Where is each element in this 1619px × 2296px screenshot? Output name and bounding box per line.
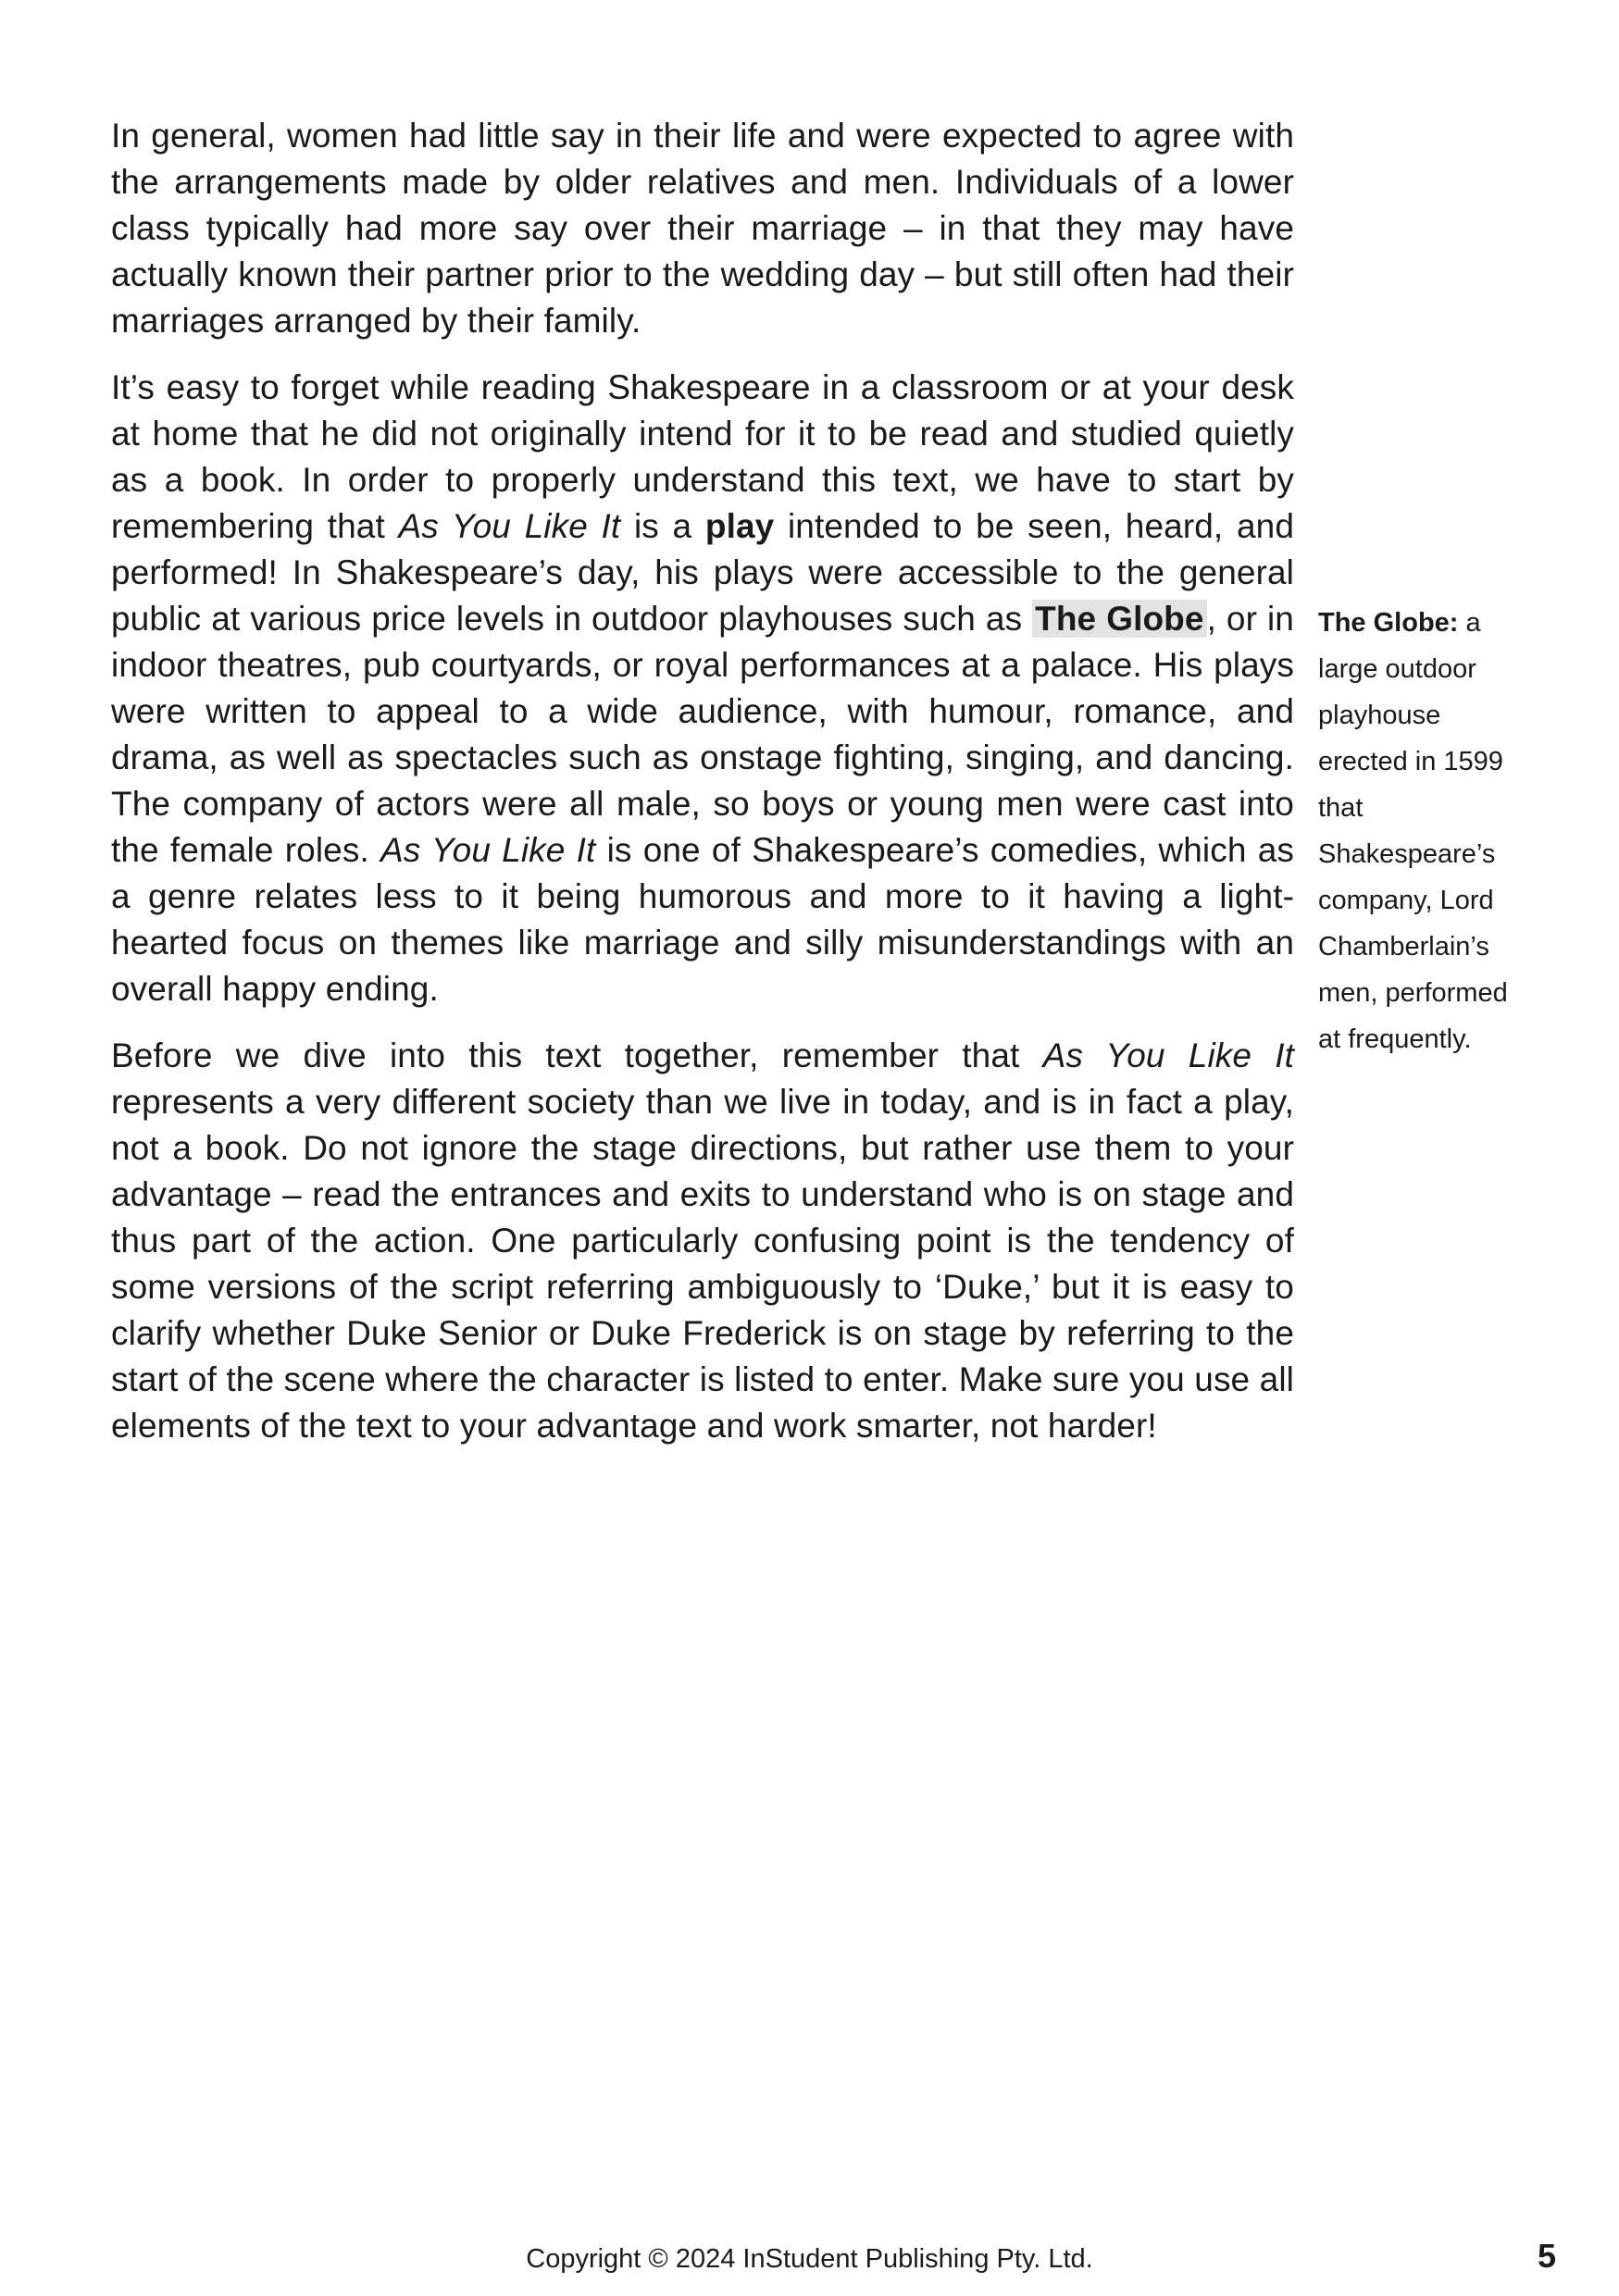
main-text-column [111,113,1294,1470]
page-number: 5 [1537,2237,1556,2275]
sidenote-term: The Globe: [1318,608,1459,638]
footer-copyright: Copyright © 2024 InStudent Publishing Pty. Ltd. [526,2244,1093,2274]
paragraph-3-text-b: represents a very different society than we live in today, and is in fact a play, not a book. Do not ignore the stage directions, but rather use them to your advantage – read the entrances and exits to understand who is on stage and thus part of the action. One particularly confusing point is the tendency of some versions of the script referring ambiguously to ‘Duke,’ but it is easy to clarify whether Duke Senior or Duke Frederick is on stage by referring to the start of the scene where the character is listed to enter. Make sure you use all elements of the text to your advantage and work smarter, not harder! [111,1083,1294,1445]
play-title-italic: As You Like It [398,507,621,545]
paragraph-3-text-a: Before we dive into this text together, remember that [111,1036,1043,1074]
paragraph-1-text: In general, women had little say in their life and were expected to agree with the arrangements made by older relatives and men. Individuals of a lower class typically had more say over their marriage – in that they may have actually known their partner prior to the wedding day – but still often had their marriages arranged by their family. [111,117,1294,340]
glossary-term-the-globe: The Globe [1032,600,1206,638]
paragraph-2-text-a: It’s easy to forget while reading Shakespeare in a classroom or at your desk at home that he did not originally intend for it to be read and studied quietly as a book. In order to properly understand this text, we have to start by remembering that [111,368,1294,545]
paragraph-1 [111,113,1294,344]
play-title-italic: As You Like It [380,831,596,869]
paragraph-2-text-e: is one of Shakespeare’s comedies, which as a genre relates less to it being humorous and more to it having a light-hearted focus on themes like marriage and silly misunderstandings with an overall happy ending. [111,831,1294,1008]
play-bold-term: play [704,507,775,545]
paragraph-2 [111,365,1294,1012]
play-title-italic: As You Like It [1042,1036,1295,1074]
paragraph-2-text-b: is a [620,507,705,545]
paragraph-2-text-c: intended to be seen, heard, and performed! In Shakespeare’s day, his plays were accessible to the general public at various price levels in outdoor playhouses such as [111,507,1294,638]
paragraph-2-text-d: , or in indoor theatres, pub courtyards, or royal performances at a palace. His plays were written to appeal to a wide audience, with humour, romance, and drama, as well as spectacles such as onstage fighting, singing, and dancing. The company of actors were all male, so boys or young men were cast into the female roles. [111,600,1294,869]
sidenote-definition: a large outdoor playhouse erected in 1599 that Shakespeare’s company, Lord Chamberlain’s men, performed at frequently. [1318,608,1508,1054]
paragraph-3 [111,1033,1294,1449]
glossary-sidenote [1318,600,1531,1062]
